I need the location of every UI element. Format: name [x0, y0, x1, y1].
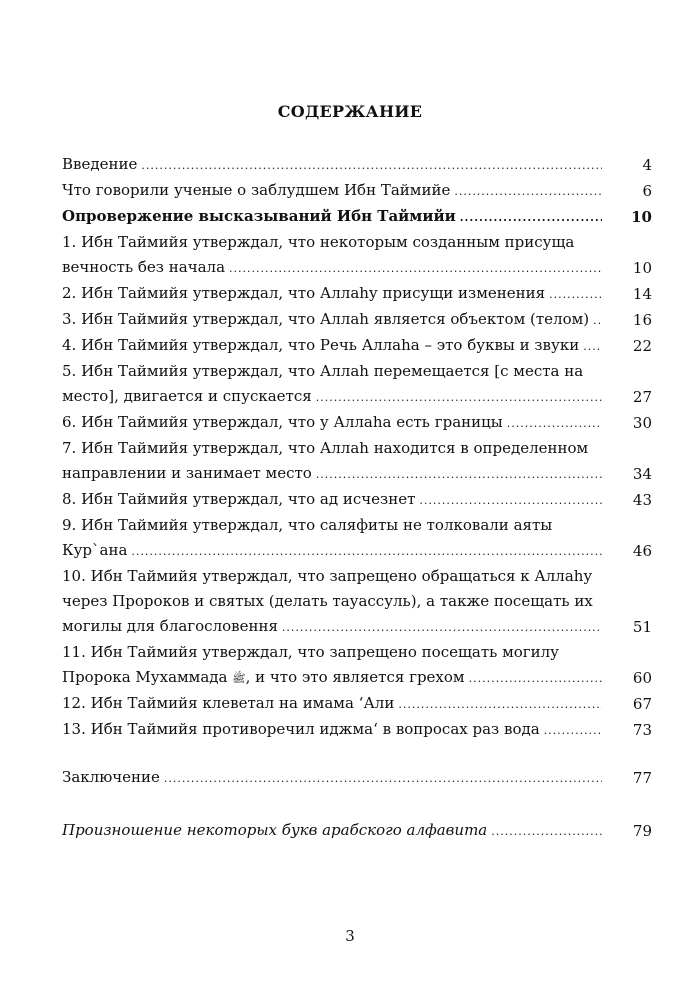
dot-leader — [593, 308, 602, 333]
toc-page-number: 14 — [632, 285, 652, 303]
dot-leader — [398, 692, 602, 717]
toc-page-number: 79 — [632, 822, 652, 840]
toc-entry-5[interactable]: 5. Ибн Таймийя утверждал, что Аллаh перемещается [с места на место], двигается и спускается ..... 27 — [62, 359, 652, 410]
dot-leader — [316, 385, 602, 410]
dot-leader — [164, 766, 602, 791]
toc-entry-4[interactable]: 4. Ибн Таймийя утверждал, что Речь Аллаhа – это буквы и звуки ..... 22 — [62, 333, 652, 359]
toc-page-number: 27 — [632, 388, 652, 406]
toc-entry-12[interactable]: 12. Ибн Таймийя клеветал на имама ‘Али ..... 67 — [62, 691, 652, 717]
toc-page-number: 10 — [632, 259, 652, 277]
page-title: СОДЕРЖАНИЕ — [277, 102, 423, 121]
toc-entry-3[interactable]: 3. Ибн Таймийя утверждал, что Аллаh является объектом (телом) ..... 16 — [62, 307, 652, 333]
toc-page-number: 10 — [631, 208, 652, 226]
dot-leader — [282, 615, 602, 640]
toc-page-number: 51 — [632, 618, 652, 636]
dot-leader — [549, 282, 602, 307]
toc-entry-13[interactable]: 13. Ибн Таймийя противоречил иджма‘ в вопросах раз вода ..... 73 — [62, 717, 652, 743]
toc-page-number: 4 — [642, 156, 652, 174]
toc-entry-10[interactable]: 10. Ибн Таймийя утверждал, что запрещено обращаться к Аллаhу через Пророков и святых (делать тауассуль), а также посещать их могилы для благословення ..... 51 — [62, 564, 652, 640]
toc-entry-9[interactable]: 9. Ибн Таймийя утверждал, что саляфиты не толковали аяты Кур`ана ..... 46 — [62, 513, 652, 564]
dot-leader — [469, 666, 602, 691]
table-of-contents — [62, 152, 652, 844]
dot-leader — [460, 205, 602, 230]
toc-entry-8[interactable]: 8. Ибн Таймийя утверждал, что ад исчезнет ..... 43 — [62, 487, 652, 513]
dot-leader — [316, 462, 602, 487]
toc-page-number: 67 — [632, 695, 652, 713]
toc-entry-6[interactable]: 6. Ибн Таймийя утверждал, что у Аллаhа есть границы ..... 30 — [62, 410, 652, 436]
toc-entry-pronunciation[interactable]: Произношение некоторых букв арабского алфавита ..... 79 — [62, 818, 652, 844]
toc-page-number: 73 — [632, 721, 652, 739]
dot-leader — [419, 488, 602, 513]
dot-leader — [507, 411, 602, 436]
toc-page-number: 30 — [632, 414, 652, 432]
toc-page-number: 16 — [632, 311, 652, 329]
toc-entry-conclusion[interactable]: Заключение ..... 77 — [62, 765, 652, 791]
dot-leader — [454, 179, 602, 204]
seal-icon: ﷺ — [232, 672, 246, 685]
dot-leader — [491, 819, 602, 844]
toc-page-number: 46 — [632, 542, 652, 560]
toc-page-number: 43 — [632, 491, 652, 509]
toc-entry-7[interactable]: 7. Ибн Таймийя утверждал, что Аллаh находится в определенном направлении и занимает место ..... 34 — [62, 436, 652, 487]
toc-page-number: 60 — [632, 669, 652, 687]
toc-page-number: 77 — [632, 769, 652, 787]
toc-page-number: 6 — [642, 182, 652, 200]
toc-entry-1[interactable]: 1. Ибн Таймийя утверждал, что некоторым созданным присуща вечность без начала ..... 10 — [62, 230, 652, 281]
dot-leader — [229, 256, 602, 281]
toc-page-number: 22 — [632, 337, 652, 355]
toc-page-number: 34 — [632, 465, 652, 483]
page-number: 3 — [345, 927, 355, 945]
dot-leader — [131, 539, 602, 564]
dot-leader — [544, 718, 602, 743]
toc-entry-intro[interactable]: Введение ..... 4 — [62, 152, 652, 178]
dot-leader — [583, 334, 602, 359]
toc-entry-2[interactable]: 2. Ибн Таймийя утверждал, что Аллаhу присущи изменения ..... 14 — [62, 281, 652, 307]
toc-entry-refutation[interactable]: Опровержение высказываний Ибн Таймийи ..... 10 — [62, 204, 652, 230]
toc-entry-scholars[interactable]: Что говорили ученые о заблудшем Ибн Таймийе ..... 6 — [62, 178, 652, 204]
toc-entry-11[interactable]: 11. Ибн Таймийя утверждал, что запрещено посещать могилу Пророка Мухаммада ﷺ , и что это является грехом ..... 60 — [62, 640, 652, 691]
dot-leader — [141, 153, 602, 178]
